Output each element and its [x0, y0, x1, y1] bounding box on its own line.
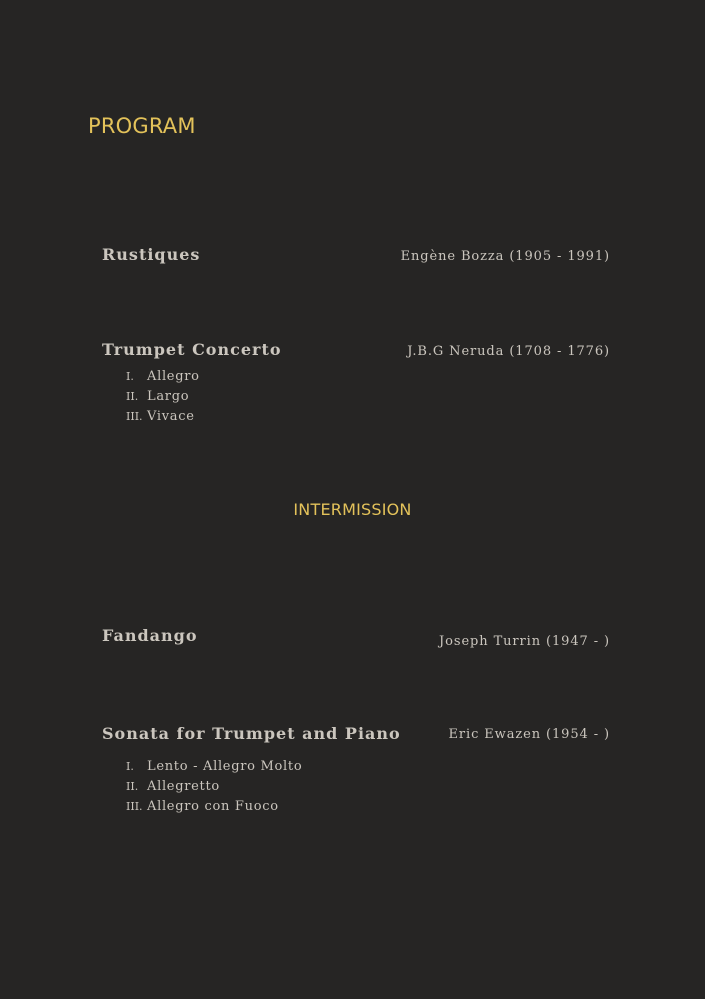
- movement-name: Largo: [147, 389, 190, 404]
- intermission-heading: INTERMISSION: [293, 500, 412, 519]
- movement-item: [126, 367, 200, 387]
- movement-item: [126, 387, 200, 407]
- movement-item: [126, 797, 302, 817]
- movement-list: [126, 757, 302, 817]
- movement-item: [126, 757, 302, 777]
- piece-title: Rustiques: [102, 245, 201, 264]
- movement-numeral: I.: [126, 760, 134, 773]
- movement-name: Vivace: [147, 409, 195, 424]
- movement-numeral: III.: [126, 800, 143, 813]
- piece-title: Sonata for Trumpet and Piano: [102, 724, 401, 743]
- piece-title: Fandango: [102, 626, 198, 645]
- movement-item: [126, 407, 200, 427]
- piece-composer: Engène Bozza (1905 - 1991): [400, 249, 610, 264]
- movement-numeral: II.: [126, 780, 139, 793]
- movement-numeral: II.: [126, 390, 139, 403]
- movement-list: [126, 367, 200, 427]
- movement-name: Allegro: [147, 369, 200, 384]
- piece-title: Trumpet Concerto: [102, 340, 282, 359]
- piece-composer: Eric Ewazen (1954 - ): [448, 727, 610, 742]
- movement-item: [126, 777, 302, 797]
- movement-name: Lento - Allegro Molto: [147, 759, 303, 774]
- movement-name: Allegro con Fuoco: [147, 799, 279, 814]
- program-heading: PROGRAM: [88, 114, 196, 138]
- movement-numeral: I.: [126, 370, 134, 383]
- movement-name: Allegretto: [147, 779, 220, 794]
- movement-numeral: III.: [126, 410, 143, 423]
- piece-composer: J.B.G Neruda (1708 - 1776): [407, 344, 610, 359]
- piece-composer: Joseph Turrin (1947 - ): [439, 634, 610, 649]
